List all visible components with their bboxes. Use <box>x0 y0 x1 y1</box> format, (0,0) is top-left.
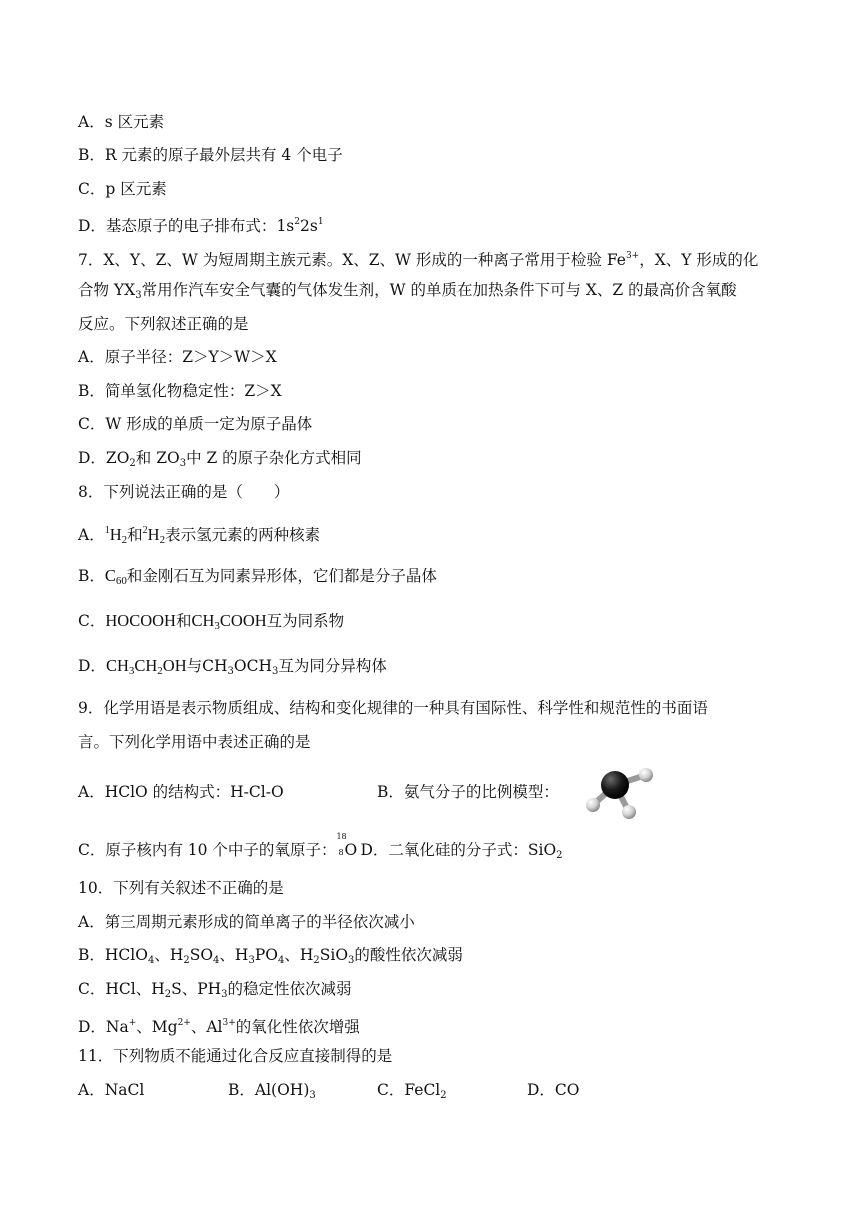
q8-option-c: C．HOCOOH和$CH_3COOH$互为同系物 <box>78 611 345 632</box>
q8-stem: 8．下列说法正确的是（ ） <box>78 483 290 501</box>
q7-stem-line-1: 7．X、Y、Z、W 为短周期主族元素。X、Z、W 形成的一种离子常用于检验 $Fe^{3+}$，X、Y 形成的化 <box>78 251 759 269</box>
q7-option-b: B．简单氢化物稳定性：Z＞X <box>78 382 282 400</box>
q11-stem: 11．下列物质不能通过化合反应直接制得的是 <box>78 1047 393 1065</box>
q8-option-a: A．$^1H_2$和$^2H_2$表示氢元素的两种核素 <box>78 525 321 546</box>
q11-option-a: A．NaCl <box>78 1081 145 1099</box>
q7-option-d: D．$ZO_2$和 $ZO_3$中 Z 的原子杂化方式相同 <box>78 449 362 469</box>
ammonia-ball-model-image <box>571 763 661 821</box>
q10-option-a: A．第三周期元素形成的简单离子的半径依次减小 <box>78 913 415 931</box>
q6-option-c: C．p 区元素 <box>78 180 167 198</box>
q9-stem-line-1: 9．化学用语是表示物质组成、结构和变化规律的一种具有国际性、科学性和规范性的书面语 <box>78 699 708 717</box>
q9-option-b: B．氨气分子的比例模型： <box>377 783 559 801</box>
q7-stem-line-2: 合物 $YX_3$常用作汽车安全气囊的气体发生剂，W 的单质在加热条件下可与 X、Z 的最高价含氧酸 <box>78 281 737 301</box>
q7-option-a: A．原子半径：Z＞Y＞W＞X <box>78 348 277 366</box>
q10-option-b: B．HClO$_4$、$H_2SO_4$、$H_3PO_4$、$H_2SiO_3$的酸性依次减弱 <box>78 946 463 966</box>
q9-option-c-and-d: C．原子核内有 10 个中子的氧原子： 18 8 O D．二氧化硅的分子式：SiO$_2$ <box>78 832 563 861</box>
q6-option-a: A．s 区元素 <box>78 113 165 131</box>
q6-option-b: B．R 元素的原子最外层共有 4 个电子 <box>78 146 343 164</box>
q10-stem: 10．下列有关叙述不正确的是 <box>78 879 284 897</box>
q9-stem-line-2: 言。下列化学用语中表述正确的是 <box>78 733 311 751</box>
q11-option-d: D．CO <box>527 1081 580 1099</box>
q11-option-c: C．FeCl$_2$ <box>377 1081 447 1101</box>
q7-option-c: C．W 形成的单质一定为原子晶体 <box>78 415 313 433</box>
q10-option-c: C．HCl、$H_2S$、$PH_3$的稳定性依次减弱 <box>78 980 352 1000</box>
q9-option-a: A．HClO 的结构式：H-Cl-O <box>78 783 284 801</box>
q6-option-d: D．基态原子的电子排布式：$1s^22s^1$ <box>78 217 324 235</box>
q7-stem-line-3: 反应。下列叙述正确的是 <box>78 315 249 333</box>
q10-option-d: D．Na+、$Mg^{2+}$、$Al^{3+}$的氧化性依次增强 <box>78 1018 360 1036</box>
q8-option-b: B．$C_{60}$和金刚石互为同素异形体，它们都是分子晶体 <box>78 566 437 587</box>
q11-option-b: B．$Al(OH)_3$ <box>228 1081 316 1101</box>
q8-option-d: D．$CH_3CH_2OH$与$CH_3OCH_3$互为同分异构体 <box>78 656 387 677</box>
oxygen-18-isotope-symbol: 18 8 O <box>336 832 358 859</box>
